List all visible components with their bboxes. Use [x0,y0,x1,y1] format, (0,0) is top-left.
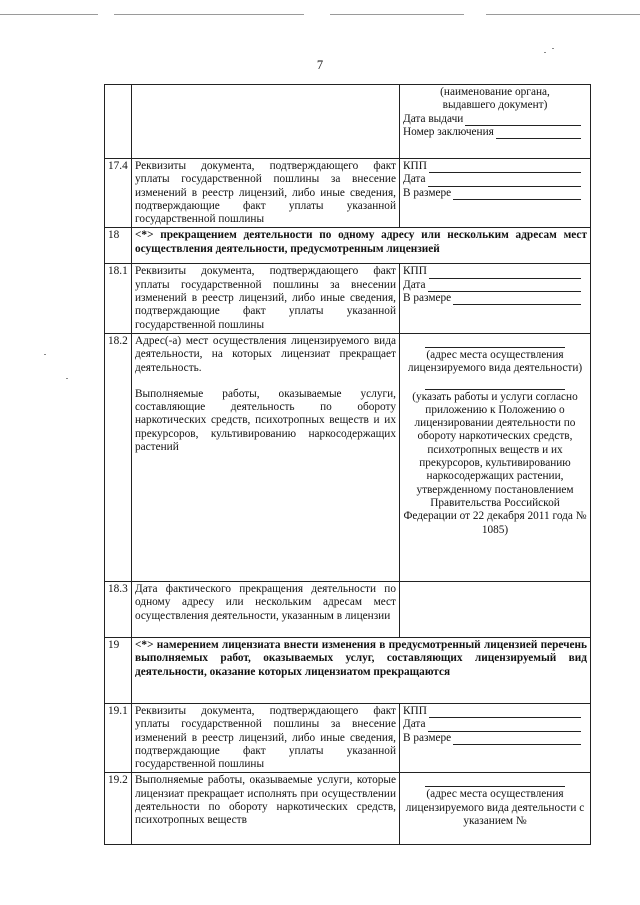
row-value-cell [400,703,591,772]
row-value-cell [400,333,591,581]
table-row [105,333,591,581]
section-header-row [105,228,591,264]
works-input-line[interactable] [425,379,565,390]
table-row [105,85,591,159]
row-number: 19 [105,637,132,703]
row-number: 19.2 [105,773,132,845]
section-header-row [105,637,591,703]
row-value-cell [400,159,591,228]
scan-speck [44,354,46,355]
address-caption: (адрес места осуществления лицензируемого вида деятельности) [407,348,583,375]
date-field[interactable]: Дата [403,173,587,186]
scan-speck [544,52,546,53]
kpp-field[interactable]: КПП [403,705,587,718]
table-row [105,159,591,228]
row-number-cell [105,85,132,159]
scan-speck [66,378,68,379]
row-number: 18 [105,228,132,264]
row-value-cell [400,773,591,845]
section-heading: <*> намерением лицензиата внести изменения в предусмотренный лицензией перечень выполняемых работ, оказываемых услуг, составляющих лицензируемый вид деятельности, оказание которых лицензиатом прекращаются [132,637,591,703]
amount-field[interactable]: В размере [403,732,587,745]
row-description: Выполняемые работы, оказываемые услуги, которые лицензиат прекращает исполнять при осуществлении деятельности по обороту наркотических средств, психотропных веществ [132,773,400,845]
issuer-caption: выдавшего документ) [442,99,548,112]
amount-field[interactable]: В размере [403,187,587,200]
kpp-field[interactable]: КПП [403,265,587,278]
row-number: 17.4 [105,159,132,228]
row-number: 18.1 [105,264,132,333]
date-field[interactable]: Дата [403,279,587,292]
row-number: 18.3 [105,581,132,637]
top-border-line [486,14,640,15]
row-value-cell [400,264,591,333]
row-description-cell [132,85,400,159]
row-description: Реквизиты документа, подтверждающего факт уплаты государственной пошлины за внесение изменений в реестр лицензий, либо иные сведения, подтверждающие факт уплаты указанной государственной пошлины [132,703,400,772]
section-heading: <*> прекращением деятельности по одному адресу или нескольким адресам мест осуществления деятельности, предусмотренным лицензией [132,228,591,264]
row-description: Дата фактического прекращения деятельности по одному адресу или нескольким адресам мест осуществления деятельности, указанным в лицензии [132,581,400,637]
table-row [105,581,591,637]
row-value-cell [400,85,591,159]
issue-date-field[interactable]: Дата выдачи [403,113,587,126]
termination-date-cell[interactable] [400,581,591,637]
conclusion-number-field[interactable]: Номер заключения [403,126,587,139]
row-number: 19.1 [105,703,132,772]
issuer-caption: (наименование органа, [440,86,550,98]
row-description: Адрес(-а) мест осуществления лицензируемого вида деятельности, на которых лицензиат прекращает деятельность. [135,334,396,374]
table-row [105,703,591,772]
row-description: Выполняемые работы, оказываемые услуги, составляющие деятельность по обороту наркотических средств, психотропных веществ и их прекурсоров, культивированию наркосодержащих растений [135,387,396,454]
row-description: Реквизиты документа, подтверждающего факт уплаты государственной пошлины за внесение изменений в реестр лицензий, либо иные сведения, подтверждающие факт уплаты указанной государственной пошлины [132,159,400,228]
top-border-line [0,14,98,15]
scan-speck [552,48,554,49]
row-description-cell [132,333,400,581]
top-border-line [114,14,304,15]
top-border-line [330,14,464,15]
kpp-field[interactable]: КПП [403,160,587,173]
application-form-table [104,84,591,845]
works-caption: (указать работы и услуги согласно приложению к Положению о лицензировании деятельности по обороту наркотических средств, психотропных веществ и их прекурсоров, культивированию наркосодержащих растении, утвержденному постановлением Правительства Российской Федерации от 22 декабря 2011 года № 1085) [403,390,587,536]
address-input-line[interactable] [425,337,565,348]
date-field[interactable]: Дата [403,718,587,731]
row-description: Реквизиты документа, подтверждающего факт уплаты государственной пошлины за внесении изменений в реестр лицензий, либо иные сведения, подтверждающие факт уплаты указанной государственной пошлины [132,264,400,333]
table-row [105,773,591,845]
row-number: 18.2 [105,333,132,581]
amount-field[interactable]: В размере [403,292,587,305]
address-input-line[interactable] [425,776,565,787]
page-number: 7 [316,58,324,72]
table-row [105,264,591,333]
address-caption: (адрес места осуществления лицензируемого вида деятельности с указанием № [405,788,585,828]
